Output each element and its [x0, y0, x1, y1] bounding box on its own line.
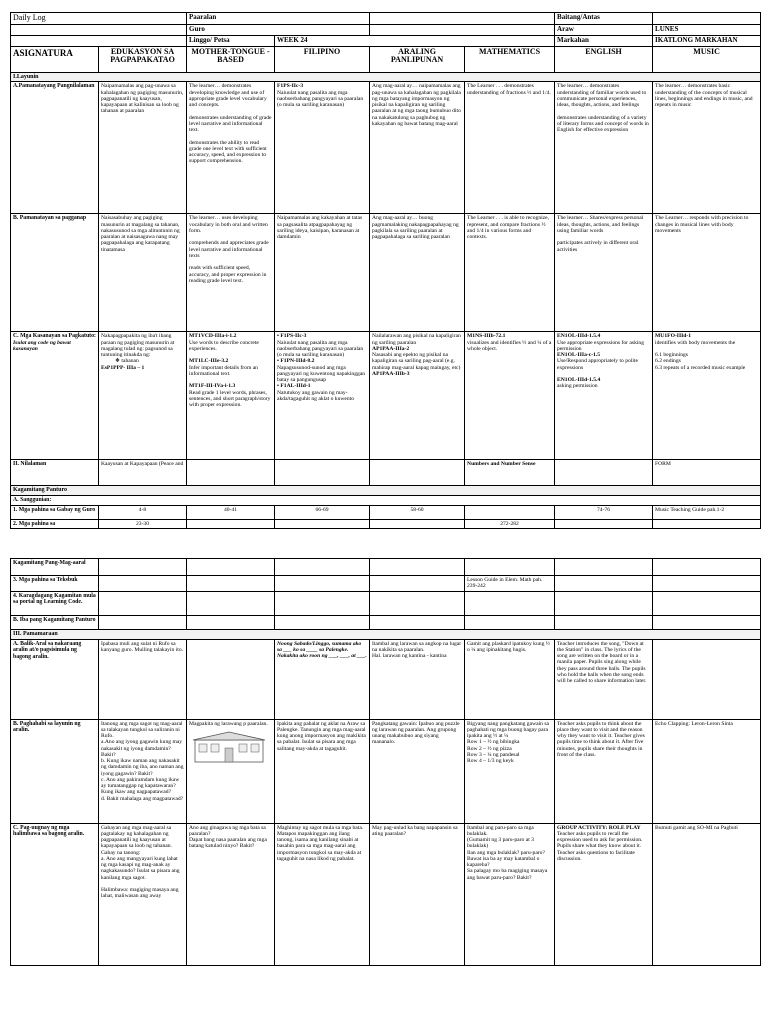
row-label-paghahabi: B. Paghahabi sa layunin ng aralin.	[11, 719, 99, 823]
cell-gabay: 74-76	[555, 505, 653, 519]
cell-c-eng	[555, 823, 653, 965]
cell	[99, 576, 187, 592]
paaralan-value	[370, 13, 555, 25]
math-text: visualizes and identifies ½ and ¼ of a whole object.	[467, 339, 552, 352]
cell	[187, 616, 275, 630]
baitang-label: Baitang/Antas	[555, 13, 653, 25]
cell-c-ap	[370, 332, 465, 460]
cell-nil-ap	[370, 460, 465, 486]
cell	[99, 559, 187, 576]
markahan-label: Markahan	[555, 35, 653, 46]
code-text: • F1PS-IIc-3	[277, 333, 307, 340]
mtb-text: Read grade 1 level words, phrases, sentences, and short paragraph/story with proper expression.	[189, 389, 271, 409]
row-label-karagdagang: 4. Karagdagang Kagamitan mula sa portal ng Learning Code.	[11, 592, 99, 616]
cell	[465, 559, 555, 576]
code-text: EsP1PPP- IIIa – 1	[101, 364, 145, 371]
cell-b-mtb: The learner… uses developing vocabulary in both oral and written form. comprehends and appreciates grade level narrative and informational texts reads with sufficient speed, accuracy, and proper expression in reading grade level text.	[187, 214, 275, 332]
guro-value	[370, 24, 555, 35]
label-text: C. Mga Kasanayan sa Pagkatuto:	[13, 333, 96, 340]
eng-text: Teacher asks pupils to recall the expression used to ask for permission. Pupils share what they know about it. Teacher asks questions to facilitate discussion.	[557, 830, 643, 862]
row-label-kagamitan: Kagamitang Pang-Mag-aaral	[11, 559, 99, 576]
code-text: EN1OL-IIId-1.5.4	[557, 333, 601, 340]
code-text: • F1PN-IIId-8.2	[277, 358, 315, 365]
cell-gabay: 58-60	[370, 505, 465, 519]
cell	[99, 616, 187, 630]
row-label-balik-aral: A. Balik-Aral sa nakaraang aralin at/o pagsisimula ng bagong aralin.	[11, 639, 99, 719]
cell-b-fil: Naipamamalas ang kakayahan at tatas sa pagsasalita atpagpapahayag ng sariling ideya, kaisipan, karanasan at damdamin	[275, 214, 370, 332]
cell-c-math: Itambal ang paru-paro sa mga bulaklak. (Gumamit ng 3 paru-paro at 3 bulaklak) Ilan ang mga bulaklak? paru-paro? Bawat isa ba ay may katambal o kapareha? Sa palagay mo ba magiging masaya ang bawat paru-paro? Bakit?	[465, 823, 555, 965]
cell-nil-math: Numbers and Number Sense	[465, 460, 555, 486]
cell-b-eng: The learner… Shares/express personal ideas, thoughts, actions, and feelings using familiar words participates actively in different oral activities	[555, 214, 653, 332]
fil-text: Naiuulat nang pasalita ang mga naobserbahang pangyayari sa paaralan (o mula sa sariling karanasan)	[277, 89, 364, 109]
cell	[555, 576, 653, 592]
row-label-pag-uugnay: C. Pag-uugnay ng mga halimbawa sa bagong aralin.	[11, 823, 99, 965]
code-text: MU1FO-IIId-1	[655, 333, 692, 340]
cell-gabay: Music Teaching Guide pah.1-2	[653, 505, 761, 519]
row-label-teksbuk: 3. Mga pahina sa Teksbuk	[11, 576, 99, 592]
subject-header: MATHEMATICS	[465, 46, 555, 72]
subject-header: ASIGNATURA	[11, 46, 99, 72]
subject-header: FILIPINO	[275, 46, 370, 72]
paaralan-label: Paaralan	[187, 13, 370, 25]
cell	[99, 592, 187, 616]
mtb-text: Magpakita ng larawang p paaralan.	[189, 720, 268, 727]
fil-text: Natutukoy ang gawain ng may-akda/tagaguhit ng aklat o kuwento	[277, 389, 355, 402]
cell-c-ap: May pag-unlad ka bang napapansin sa ating paaralan?	[370, 823, 465, 965]
cell-a-eng: The learner… demonstrates understanding of familiar words used to communicate personal experiences, ideas, thoughts, actions, and feelings demonstrates understanding of a variety of literary forms and concept of words in English for effective expression	[555, 82, 653, 214]
quarter-value: IKATLONG MARKAHAN	[653, 35, 761, 46]
cell-c-math	[465, 332, 555, 460]
cell-c-mus	[653, 332, 761, 460]
cell	[653, 576, 761, 592]
code-text: MT1F-III-IVa-i-1.3	[189, 383, 236, 390]
row-label-iba: B. Iba pang Kagamitang Panturo	[11, 616, 99, 630]
cell-b-eng: Teacher asks pupils to think about the place they want to visit and the reason why they want to visit it. Teacher gives pupils time to think about it. After five minutes, pupils share their thoughts in front of the class.	[555, 719, 653, 823]
cell-a-eng: Teacher introduces the song, "Down at the Station" in class. The lyrics of the song are written on the board or in a manila paper. Pupils sing along while they pass around three balls. The pupils who hold the balls when the song ends will be called to share information later.	[555, 639, 653, 719]
bottom-lesson-table	[10, 558, 761, 966]
cell-c-esp: Gabayan ang mga mag-aaral sa pagtalakay ng kahalagahan ng pagpapanatili ng kaayusan at kapayapaan sa loob ng tahanan. Gabay na tanong: a. Ano ang mangyayari kung lahat ng mga kasapi ng mag-anak ay nagkakasundo? Isulat sa pisara ang kanilang mga sagot. Halimbawa: magiging masaya ang lahat, maiiwasan ang away	[99, 823, 187, 965]
cell-b-mus: Echo Clapping: Leron-Leron Sinta	[653, 719, 761, 823]
cell	[275, 592, 370, 616]
linggo-label: Linggo/ Petsa	[187, 35, 275, 46]
eng-text: Use/Respond appropriately to polite expressions	[557, 358, 638, 371]
cell-c-mtb	[187, 332, 275, 460]
cell	[275, 576, 370, 592]
code-text: EN1OL-IIIa-c-1.5	[557, 352, 601, 359]
subject-header: MUSIC	[653, 46, 761, 72]
cell-pahina2: 23-30	[99, 519, 187, 528]
row-label-nilalaman: II. Nilalaman	[11, 460, 99, 486]
cell	[653, 592, 761, 616]
row-label-a: A.Pamanatayang Pangnilalaman	[11, 82, 99, 214]
cell	[370, 576, 465, 592]
mtb-text: Use words to describe concrete experiences.	[189, 339, 259, 352]
esp-item: ❖ tahanan	[115, 358, 139, 365]
cell	[465, 616, 555, 630]
cell-pahina2	[653, 519, 761, 528]
cell-b-esp: Naisasabuhay ang pagiging masunurin at magalang sa tahanan, nakasusunod sa mga alituntunin ng paaralan at naisasagawa nang may pagpapahalaga ang karapatang tinatamasa	[99, 214, 187, 332]
eng-heading: GROUP ACTIVITY: ROLE PLAY	[557, 824, 641, 831]
cell-c-fil: Maghintay ng sagot mula sa mga bata. Matapos mapakinggan ang ilang tanong, isama ang kanilang sinabi at basahin para sa mga mag-aaral ang impormasyon tungkol sa may-akda at tagaguhit na nasa likod ng pabalat.	[275, 823, 370, 965]
cell-gabay: 4-8	[99, 505, 187, 519]
cell-b-math: Bigyang nang pangkatang gawain sa paghahati ng mga buong bagay para ipakita ang ½ at ¼ Row 1 – ½ ng bibingka Row 2 – ½ ng pizza Row 3 – ¼ ng pandesal Row 4 – 1/3 ng keyk	[465, 719, 555, 823]
subject-header: MOTHER-TONGUE -BASED	[187, 46, 275, 72]
cell-a-mus	[653, 639, 761, 719]
ap-text: Nailalarawan ang pisikal na kapaligiran ng sariling paaralan	[372, 333, 461, 346]
row-label-sanggunian: A. Sanggunian:	[11, 496, 761, 505]
cell	[370, 616, 465, 630]
day-value: LUNES	[653, 24, 761, 35]
classroom-picture-icon	[189, 730, 269, 766]
code-text: EN1OL-IIId-1.5.4	[557, 377, 601, 384]
cell-b-mus: The Learner… responds with precision to changes in musical lines with body movements	[653, 214, 761, 332]
cell-b-ap: Ang mag-aaral ay… buong pagmamalaking nakapagpapahayag ng pagkilala sa sariling paaralan at pagpapahalaga sa sariling paaralan	[370, 214, 465, 332]
cell-pahina2	[275, 519, 370, 528]
code-text: AP1PAA-IIIb-3	[372, 370, 410, 377]
blank-cell	[11, 35, 187, 46]
cell	[555, 616, 653, 630]
cell-nil-fil	[275, 460, 370, 486]
cell-a-math: The Learner . . . demonstrates understanding of fractions ½ and 1/4.	[465, 82, 555, 214]
cell	[653, 559, 761, 576]
row-label-c	[11, 332, 99, 460]
cell-pahina2	[187, 519, 275, 528]
section-layunin: I.Layunin	[11, 72, 761, 82]
cell-a-ap: Itambal ang larawan sa angkop na lugar na nakikita sa paaralan. Hal. larawan ng kantina - kantina	[370, 639, 465, 719]
row-label-b: B. Pamanatayan sa pagganap	[11, 214, 99, 332]
section-pamamaraan: III. Pamamaraan	[11, 630, 761, 640]
cell-b-math: The Learner . . . is able to recognize, represent, and compare fractions ½ and 1/4 in various forms and contexts.	[465, 214, 555, 332]
daily-log-label: Daily Log	[11, 13, 187, 25]
cell	[465, 592, 555, 616]
ap-text: Nasasabi ang epekto ng pisikal na kapaligiran sa sariling pag-aaral (e.g. mahirap mag-aaral kapag maingay, etc)	[372, 352, 461, 371]
subject-header: EDUKASYON SA PAGPAPAKATAO	[99, 46, 187, 72]
cell-a-mtb	[187, 639, 275, 719]
code-text: MT1VCD-IIIa-i-1.2	[189, 333, 237, 340]
cell-c-fil	[275, 332, 370, 460]
eng-text: Use appropriate expressions for asking permission	[557, 339, 645, 352]
cell-pahina2	[555, 519, 653, 528]
guro-label: Guro	[187, 24, 370, 35]
blank-cell	[11, 24, 187, 35]
cell-a-mtb: The learner… demonstrates developing knowledge and use of appropriate grade level vocabulary and concepts. demonstrates understanding of grade level narrative and informational text. demonstrates the ability to read grade one level text with sufficient accuracy, speed, and expression to support comprehension.	[187, 82, 275, 214]
mtb-text: Infer important details from an informational text.	[189, 364, 258, 377]
code-text: AP1PAA-IIIa-2	[372, 345, 410, 352]
subject-header: ENGLISH	[555, 46, 653, 72]
mus-text: identifies with body movements the 6.1 beginnings 6.2 endings 6.3 repeats of a recorded music example	[655, 339, 746, 371]
cell	[275, 616, 370, 630]
cell-teksbuk-math: Lesson Guide in Elem. Math pah. 239-242	[465, 576, 555, 592]
baitang-value	[653, 13, 761, 25]
row-label-gabay: 1. Mga pahina sa Gabay ng Guro	[11, 505, 99, 519]
top-lesson-table	[10, 12, 761, 529]
code-text: F1PS-IIc-3	[277, 83, 304, 90]
cell-a-fil	[275, 82, 370, 214]
cell-b-esp: Itanong ang mga sagot ng mag-aaral sa talakayan tungkol sa suliranin ni Rufo. a.Ano ang iyong gagawin kung may nakasakit ng iyong damdamin? Bakit? b. Kung ikaw naman ang nakasakit ng damdamin ng iba, ano naman ang iyong gagawin? Bakit? c. Ano ang pakiramdam kung ikaw ay tumatanggap ng kapatawaran? Kung ikaw ang nagpapatawad? d. Bakit mahalaga ang magpatawad?	[99, 719, 187, 823]
cell-nil-esp: Kaayusan at Kapayapaan (Peace and	[99, 460, 187, 486]
cell-gabay	[465, 505, 555, 519]
cell	[653, 616, 761, 630]
cell-a-ap: Ang mag-aaral ay… naipamamalas ang pag-unawa sa kahalagahan ng pagkilala ng mga batayang impormasyon ng pisikal na kapaligiran ng sariling paaralan at ng mga taong bumubuo dito na nakakatulong sa paghubog ng kakayahan ng bawat batang mag-aaral	[370, 82, 465, 214]
code-text: • F1AL-IIId-1	[277, 383, 311, 390]
cell-nil-mtb	[187, 460, 275, 486]
araw-label: Araw	[555, 24, 653, 35]
cell-b-fil: Ipakita ang pabalat ng aklat na Araw sa Palengke. Tanungin ang mga mag-aaral kung anong impormasyon ang makikita sa pabalat. Isulat sa pisara ang mga salitang may-akda at tagaguhit.	[275, 719, 370, 823]
cell-a-fil: Noong Sabado/Linggo, sumama ako sa ___ ko sa ____ sa Palengke. Nakakita ako roon ng ___, ___, at ___.	[275, 639, 370, 719]
cell	[370, 592, 465, 616]
section-kagamitan: Kagamitang Panturo	[11, 486, 761, 496]
cell-a-esp: Ipabasa muli ang sulat ni Rufo sa kanyang guro. Muiling talakayin ito.	[99, 639, 187, 719]
cell	[187, 576, 275, 592]
cell-b-mtb	[187, 719, 275, 823]
cell-a-esp: Naipamamalas ang pag-unawa sa kahalagahan ng pagiging masunurin, pagpapanatili ng kaayusan, kapayapaan at kalinisan sa loob ng tahanan at paaralan	[99, 82, 187, 214]
fil-text: Naiuulat nang pasalita ang mga naobserbahang pangyayari sa paaralan (o mula sa sariling karanasan)	[277, 339, 364, 359]
cell-c-mtb: Ano ang ginagawa ng mga bata sa paaralan? Dapat bang nasa paaralan ang mga batang katulad ninyo? Bakit?	[187, 823, 275, 965]
cell-c-mus: Bumuti gamit ang SO-MI na Pagbuti	[653, 823, 761, 965]
fil-text: Napagsusunod-sunod ang mga pangyayari ng kuwentong napakinggan batay sa pangungusap	[277, 364, 366, 384]
cell	[555, 559, 653, 576]
cell-pahina2	[370, 519, 465, 528]
code-text: M1NS-IIIb-72.1	[467, 333, 506, 340]
eng-text: asking permission	[557, 383, 598, 390]
cell-a-mus: The learner… demonstrates basic understanding of the concepts of musical lines, beginnings and endings in music, and repeats in music	[653, 82, 761, 214]
cell-gabay: 66-69	[275, 505, 370, 519]
cell-pahina2: 272-282	[465, 519, 555, 528]
cell-b-ap: Pangkatang gawain: Ipabuo ang puzzle ng larawan ng paaralan. Ang grupong unang makabubuo ang siyang mananalo.	[370, 719, 465, 823]
week-value: WEEK 24	[275, 35, 555, 46]
cell-c-eng	[555, 332, 653, 460]
esp-text: Nakapagpapakita ng iba't ibang paraan ng pagiging masunurin at magalang tulad ng: pagsunod sa tuntuning itinakda ng:	[101, 333, 175, 359]
cell	[555, 592, 653, 616]
subject-header: ARALING PANLIPUNAN	[370, 46, 465, 72]
label-sub: Isulat ang code ng bawat kasanayan	[13, 339, 71, 353]
cell-a-math: Gamit ang plaskard ipatukoy kung ½ o ¼ ang ipinakitang hugis.	[465, 639, 555, 719]
cell	[187, 592, 275, 616]
cell	[370, 559, 465, 576]
cell-gabay: 40-41	[187, 505, 275, 519]
cell	[275, 559, 370, 576]
cell-nil-eng	[555, 460, 653, 486]
cell-nil-mus: FORM	[653, 460, 761, 486]
row-label-pahina2: 2. Mga pahina sa	[11, 519, 99, 528]
cell	[187, 559, 275, 576]
cell-c-esp	[99, 332, 187, 460]
code-text: MT1LC-IIIe-3.2	[189, 358, 229, 365]
